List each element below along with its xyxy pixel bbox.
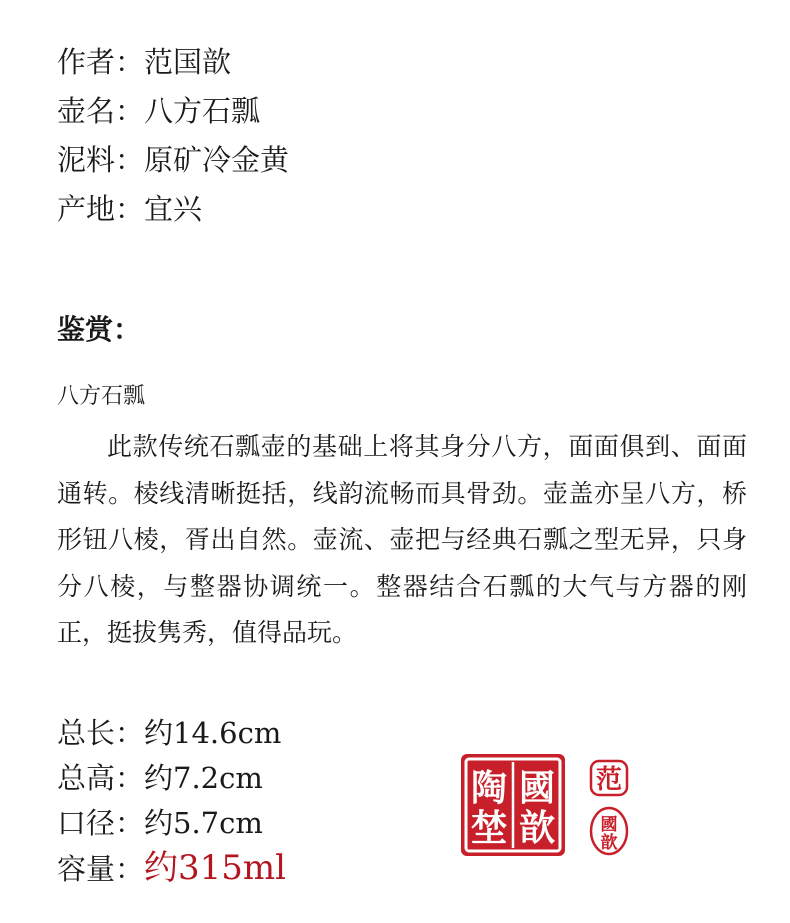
dim-length (57, 713, 281, 753)
info-author (57, 44, 231, 80)
info-author-label: 作者： (57, 45, 145, 79)
info-clay-label: 泥料： (57, 143, 145, 177)
svg-text:埜: 埜 (470, 807, 508, 849)
dim-capacity (57, 848, 286, 889)
dim-capacity-value: 约315ml (144, 848, 287, 888)
dim-height-value: 约7.2cm (144, 761, 263, 795)
dim-mouth-value: 约5.7cm (144, 806, 263, 840)
dim-length-value: 约14.6cm (144, 716, 282, 750)
svg-text:范: 范 (595, 765, 623, 795)
info-clay-value: 原矿冷金黄 (144, 143, 290, 177)
appreciation-heading: 鉴赏： (57, 313, 142, 346)
svg-text:陶: 陶 (470, 767, 508, 809)
large-seal-stamp (459, 752, 567, 858)
dim-height (57, 758, 263, 798)
appreciation-subtitle: 八方石瓢 (57, 384, 146, 409)
dim-length-label: 总长： (57, 716, 145, 750)
svg-text:歆: 歆 (600, 833, 618, 853)
info-author-value: 范国歆 (144, 45, 232, 79)
dim-mouth-label: 口径： (57, 806, 145, 840)
info-origin-value: 宜兴 (144, 192, 203, 226)
dim-capacity-label: 容量： (57, 852, 145, 886)
small-seal-fan (589, 758, 629, 798)
info-clay (57, 142, 289, 178)
svg-text:國: 國 (518, 767, 556, 809)
appreciation-description: 此款传统石瓢壶的基础上将其身分八方，面面俱到、面面通转。棱线清晰挺括，线韵流畅而具骨劲。壶盖亦呈八方，桥形钮八棱，胥出自然。壶流、壶把与经典石瓢之型无异，只身分八棱，与整器协调统一。整器结合石瓢的大气与方器的刚正，挺拔隽秀，值得品玩。 (57, 432, 747, 647)
dim-height-label: 总高： (57, 761, 145, 795)
svg-text:歆: 歆 (518, 807, 556, 849)
info-pot-name (57, 93, 260, 129)
info-origin (57, 191, 202, 227)
svg-text:國: 國 (600, 815, 618, 835)
small-seal-guoxin (589, 806, 629, 856)
dim-mouth (57, 803, 263, 843)
info-origin-label: 产地： (57, 192, 145, 226)
info-pot-name-label: 壶名： (57, 94, 145, 128)
info-pot-name-value: 八方石瓢 (144, 94, 261, 128)
